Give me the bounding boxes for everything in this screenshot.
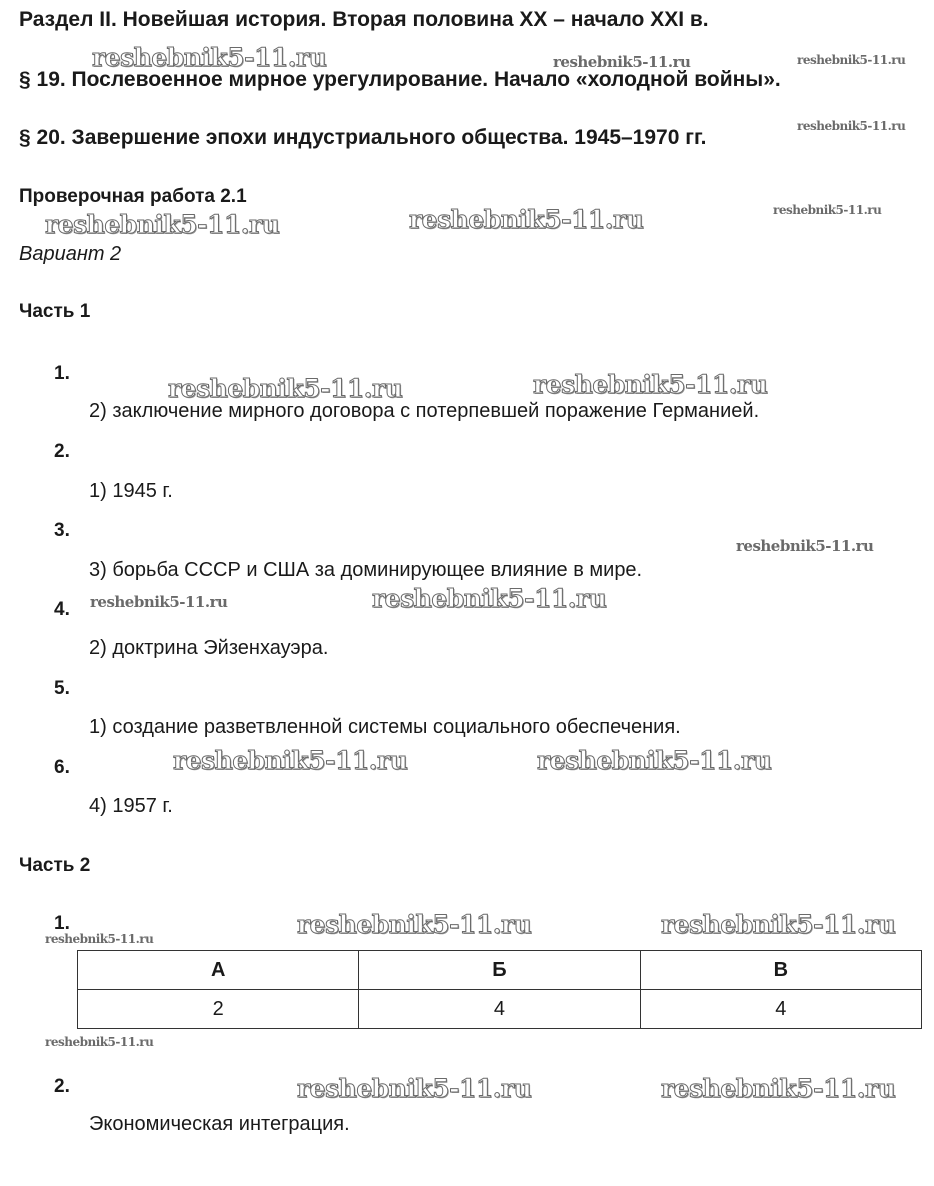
watermark: reshebnik5-11.ru [92, 43, 327, 72]
question-number: 6. [54, 757, 70, 778]
watermark: reshebnik5-11.ru [372, 584, 607, 613]
watermark: reshebnik5-11.ru [297, 910, 532, 939]
watermark: reshebnik5-11.ru [533, 370, 768, 399]
table-cell: 4 [359, 990, 640, 1029]
watermark: reshebnik5-11.ru [797, 53, 906, 67]
watermark: reshebnik5-11.ru [45, 210, 280, 239]
variant-label: Вариант 2 [19, 243, 122, 265]
watermark: reshebnik5-11.ru [90, 593, 228, 611]
answer-text: Экономическая интеграция. [89, 1113, 350, 1135]
watermark: reshebnik5-11.ru [173, 746, 408, 775]
test-title: Проверочная работа 2.1 [19, 186, 247, 207]
table-row [78, 990, 922, 1029]
watermark: reshebnik5-11.ru [297, 1074, 532, 1103]
question-number: 5. [54, 678, 70, 699]
part1-label: Часть 1 [19, 301, 91, 322]
answer-text: 4) 1957 г. [89, 795, 173, 817]
watermark: reshebnik5-11.ru [736, 537, 874, 555]
watermark: reshebnik5-11.ru [168, 374, 403, 403]
answer-text: 2) доктрина Эйзенхауэра. [89, 637, 329, 659]
table-header-cell: В [640, 951, 921, 990]
question-number: 2. [54, 441, 70, 462]
question-number: 1. [54, 363, 70, 384]
answer-text: 1) 1945 г. [89, 480, 173, 502]
answer-text: 1) создание разветвленной системы социального обеспечения. [89, 716, 681, 738]
answer-table [77, 950, 922, 1029]
answer-text: 2) заключение мирного договора с потерпевшей поражение Германией. [89, 400, 760, 422]
question-number: 4. [54, 599, 70, 620]
watermark: reshebnik5-11.ru [537, 746, 772, 775]
watermark: reshebnik5-11.ru [409, 205, 644, 234]
table-header-row [78, 951, 922, 990]
question-number: 2. [54, 1076, 70, 1097]
table-header-cell: А [78, 951, 359, 990]
watermark: reshebnik5-11.ru [45, 1035, 154, 1049]
watermark: reshebnik5-11.ru [773, 203, 882, 217]
watermark: reshebnik5-11.ru [45, 932, 154, 946]
table-cell: 4 [640, 990, 921, 1029]
watermark: reshebnik5-11.ru [661, 910, 896, 939]
paragraph-19-title: § 19. Послевоенное мирное урегулирование. Начало «холодной войны». [19, 68, 781, 91]
part2-label: Часть 2 [19, 855, 91, 876]
watermark: reshebnik5-11.ru [661, 1074, 896, 1103]
watermark: reshebnik5-11.ru [797, 119, 906, 133]
question-number: 1. [54, 913, 70, 934]
answer-text: 3) борьба СССР и США за доминирующее влияние в мире. [89, 559, 643, 581]
paragraph-20-title: § 20. Завершение эпохи индустриального общества. 1945–1970 гг. [19, 126, 707, 149]
question-number: 3. [54, 520, 70, 541]
watermark: reshebnik5-11.ru [553, 53, 691, 71]
table-cell: 2 [78, 990, 359, 1029]
section-title: Раздел II. Новейшая история. Вторая половина XX – начало XXI в. [19, 8, 709, 31]
table-header-cell: Б [359, 951, 640, 990]
